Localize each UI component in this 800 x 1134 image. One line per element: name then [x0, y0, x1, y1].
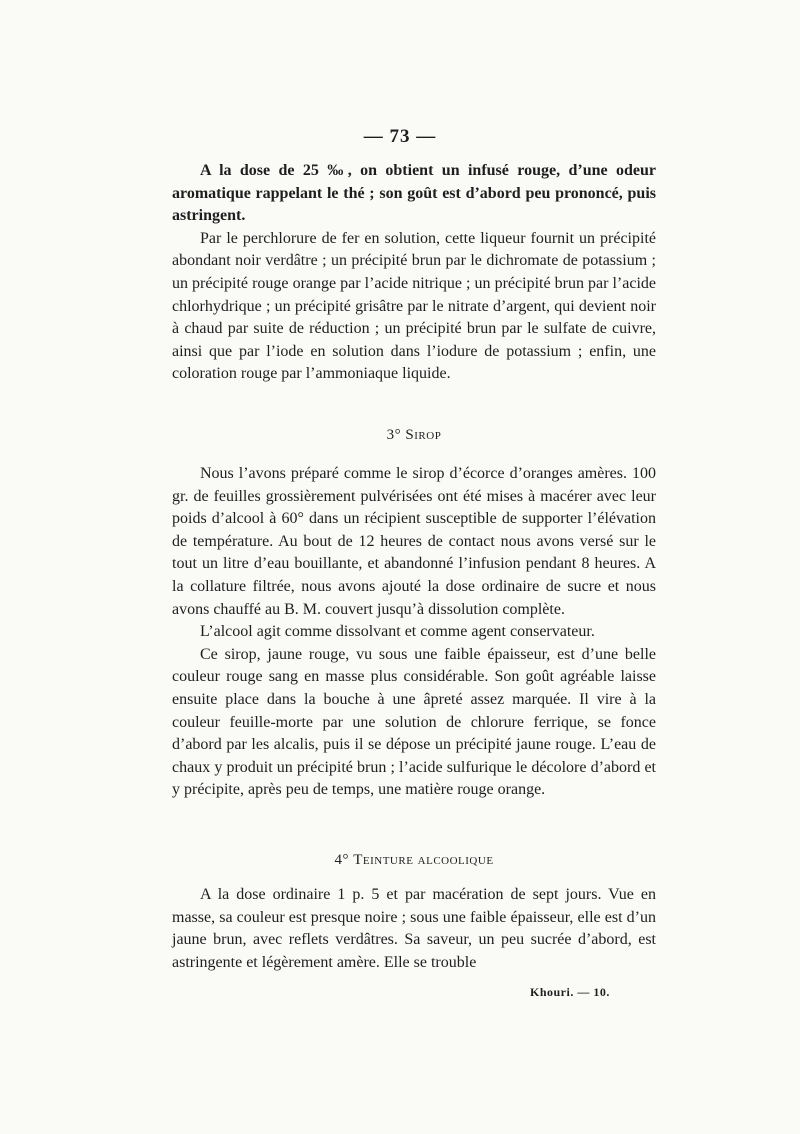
section-3-paragraph-1: Nous l’avons préparé comme le sirop d’écorce d’oranges amères. 100 gr. de feuilles grossièrement pulvérisées ont été mises à macérer avec leur poids d’alcool à 60° dans un récipient susceptible de supporter l’élévation de température. Au bout de 12 heures de contact nous avons versé sur le tout un litre d’eau bouillante, et abandonné l’infusion pendant 8 heures. A la collature filtrée, nous avons ajouté la dose ordinaire de sucre et nous avons chauffé au B. M. couvert jusqu’à dissolution complète. [172, 465, 656, 618]
section-3-heading [172, 427, 656, 444]
section-3-number: 3° [386, 427, 402, 443]
printer-signature: Khouri. — 10. [530, 985, 610, 999]
section-3-paragraph-2: L’alcool agit comme dissolvant et comme agent conservateur. [200, 623, 595, 641]
intro-paragraph-2: Par le perchlorure de fer en solution, cette liqueur fournit un précipité abondant noir verdâtre ; un précipité brun par le dichromate de potassium ; un précipité rouge orange par l’acide nitrique ; un précipité brun par l’acide chlorhydrique ; un précipité grisâtre par le nitrate d’argent, qui devient noir à chaud par suite de réduction ; un précipité brun par le sulfate de cuivre, ainsi que par l’iode en solution dans l’iodure de potassium ; enfin, une coloration rouge par l’ammoniaque liquide. [172, 229, 656, 383]
section-4-title: Teinture alcoolique [353, 852, 494, 868]
intro-section [172, 160, 656, 386]
section-4-body [172, 884, 656, 974]
page-number: — 73 — [363, 126, 437, 147]
intro-paragraph-1: A la dose de 25 ‰, on obtient un infusé rouge, d’une odeur aromatique rappelant le thé ; son goût est d’abord peu prononcé, puis astringent. [172, 162, 656, 225]
section-4-paragraph-1: A la dose ordinaire 1 p. 5 et par macération de sept jours. Vue en masse, sa couleur est presque noire ; sous une faible épaisseur, elle est d’un jaune brun, avec reflets verdâtres. Sa saveur, un peu sucrée d’abord, est astringente et légèrement amère. Elle se trouble [172, 886, 656, 971]
section-4-number: 4° [334, 852, 349, 868]
section-3-body [172, 463, 656, 802]
section-4-heading [172, 852, 656, 869]
section-3-paragraph-3: Ce sirop, jaune rouge, vu sous une faible épaisseur, est d’une belle couleur rouge sang en masse plus considérable. Son goût agréable laisse ensuite place dans la bouche à une âpreté assez marquée. Il vire à la couleur feuille-morte par une solution de chlorure ferrique, se fonce d’abord par les alcalis, puis il se dépose un précipité jaune rouge. L’eau de chaux y produit un précipité brun ; l’acide sulfurique le décolore d’abord et y précipite, après peu de temps, une matière rouge orange. [172, 645, 656, 799]
section-3-title: Sirop [405, 427, 442, 443]
